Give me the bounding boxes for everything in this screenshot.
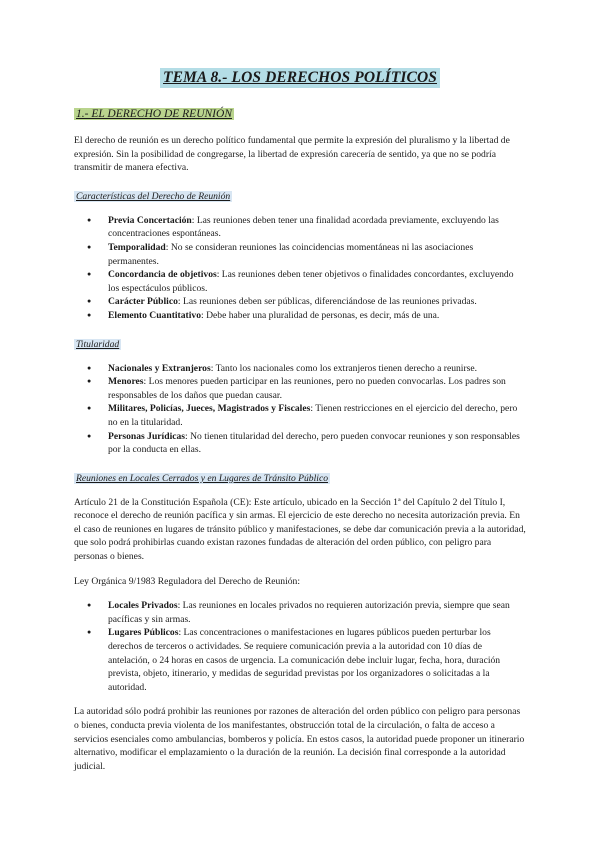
list-item-text: : Las reuniones en locales privados no requieren autorización previa, siempre que sean pacíficas y sin armas. <box>108 600 510 625</box>
caracteristicas-list <box>74 214 526 323</box>
caracteristicas-heading-wrap <box>74 186 526 214</box>
reuniones-list <box>74 599 526 694</box>
list-item <box>108 309 526 323</box>
list-item <box>108 430 526 457</box>
list-item-term: Menores <box>108 376 144 388</box>
reuniones-heading: Reuniones en Locales Cerrados y en Lugares de Tránsito Público <box>76 472 328 484</box>
title-wrap <box>74 68 526 88</box>
list-item-term: Concordancia de objetivos <box>108 269 217 281</box>
titularidad-heading: Titularidad <box>76 338 120 350</box>
list-item-text: : Tienen restricciones en el ejercicio del derecho, pero no en la titularidad. <box>108 403 518 428</box>
list-item-text: : Las reuniones deben tener objetivos o finalidades concordantes, excluyendo los espectáculos públicos. <box>108 269 514 294</box>
list-item <box>108 268 526 295</box>
list-item-text: : No se consideran reuniones las coincidencias momentáneas ni las asociaciones permanentes. <box>108 241 474 267</box>
list-item-text: : No tienen titularidad del derecho, pero pueden convocar reuniones y son responsables por la conducta en ellas. <box>108 430 520 456</box>
list-item <box>108 375 526 402</box>
list-item-text: : Tanto los nacionales como los extranjeros tienen derecho a reunirse. <box>210 362 478 374</box>
section-heading-wrap <box>74 104 526 134</box>
list-item-term: Personas Jurídicas <box>108 430 186 442</box>
list-item <box>108 241 526 268</box>
list-item-text: : Las reuniones deben ser públicas, diferenciándose de las reuniones privadas. <box>177 296 477 308</box>
autoridad-paragraph: La autoridad sólo podrá prohibir las reuniones por razones de alteración del orden público con peligro para personas o bienes, conducta previa violenta de los manifestantes, obstrucción total de la circulación, o falta de acceso a servicios esenciales como ambulancias, bomberos y policía. En estos casos, la autoridad puede proponer un itinerario alternativo, modificar el emplazamiento o la duración de la reunión. La decisión final corresponde a la autoridad judicial. <box>74 706 525 772</box>
titularidad-heading-wrap <box>74 334 526 362</box>
list-item-text: : Las reuniones deben tener una finalidad acordada previamente, excluyendo las concentraciones espontáneas. <box>108 214 499 240</box>
titularidad-list <box>74 362 526 457</box>
list-item <box>108 214 526 241</box>
intro-paragraph: El derecho de reunión es un derecho político fundamental que permite la expresión del pluralismo y la libertad de expresión. Sin la posibilidad de congregarse, la libertad de expresión carecería de sentido, ya que no se podría transmitir de manera efectiva. <box>74 135 510 174</box>
list-item-term: Nacionales y Extranjeros <box>108 362 211 374</box>
page-title: TEMA 8.- LOS DERECHOS POLÍTICOS <box>160 68 440 88</box>
list-item-term: Militares, Policías, Jueces, Magistrados y Fiscales <box>108 403 311 415</box>
list-item-term: Locales Privados <box>108 600 178 612</box>
reuniones-heading-wrap <box>74 468 526 496</box>
list-item-term: Temporalidad <box>108 241 166 253</box>
list-item-text: : Las concentraciones o manifestaciones en lugares públicos pueden perturbar los derechos de terceros o actividades. Se requiere comunicación previa a la autoridad con 10 días de antelación, o 24 horas en casos de urgencia. La comunicación debe incluir lugar, fecha, hora, duración prevista, objeto, itinerario, y medidas de seguridad previstas por los organizadores o solicitadas a la autoridad. <box>108 627 501 693</box>
ley-organica-paragraph: Ley Orgánica 9/1983 Reguladora del Derecho de Reunión: <box>74 575 301 587</box>
list-item <box>108 295 526 309</box>
articulo-21-paragraph: Artículo 21 de la Constitución Española (CE): Este artículo, ubicado en la Sección 1ª del Capítulo 2 del Título I, reconoce el derecho de reunión pacífica y sin armas. El ejercicio de este derecho no necesita autorización previa. En el caso de reuniones en lugares de tránsito público y manifestaciones, se debe dar comunicación previa a la autoridad, que solo podrá prohibirlas cuando existan razones fundadas de alteración del orden público, con peligro para personas o bienes. <box>74 496 526 563</box>
list-item-term: Carácter Público <box>108 296 178 308</box>
section-heading: 1.- EL DERECHO DE REUNIÓN <box>76 108 232 120</box>
caracteristicas-heading: Características del Derecho de Reunión <box>76 190 231 202</box>
list-item-text: : Los menores pueden participar en las reuniones, pero no pueden convocarlas. Los padres son responsables de los daños que puedan causar. <box>108 376 506 401</box>
list-item <box>108 626 526 694</box>
list-item <box>108 362 526 376</box>
list-item <box>108 599 526 626</box>
list-item-term: Previa Concertación <box>108 214 192 226</box>
list-item-term: Lugares Públicos <box>108 627 179 639</box>
list-item-text: : Debe haber una pluralidad de personas, es decir, más de una. <box>201 309 440 321</box>
list-item <box>108 402 526 429</box>
list-item-term: Elemento Cuantitativo <box>108 309 202 321</box>
